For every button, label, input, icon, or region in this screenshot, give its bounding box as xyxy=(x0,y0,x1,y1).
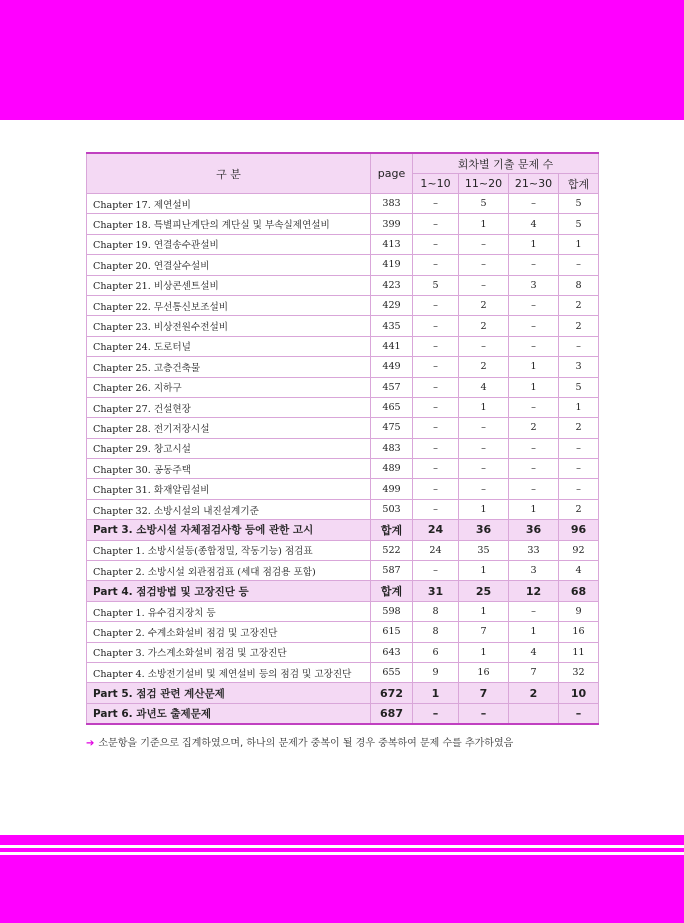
cell-c3: – xyxy=(509,194,559,214)
cell-c2: 5 xyxy=(459,194,509,214)
cell-name: Chapter 3. 가스계소화설비 점검 및 고장진단 xyxy=(87,642,371,662)
cell-c2: – xyxy=(459,255,509,275)
cell-total: 8 xyxy=(559,275,599,295)
cell-c2: – xyxy=(459,459,509,479)
cell-total: 96 xyxy=(559,520,599,540)
cell-page: 합계 xyxy=(371,581,413,601)
footnote xyxy=(86,734,513,749)
bottom-magenta-band xyxy=(0,835,684,923)
cell-c2: 1 xyxy=(459,397,509,417)
cell-c2: 1 xyxy=(459,214,509,234)
cell-c3: 7 xyxy=(509,662,559,682)
cell-c3: 2 xyxy=(509,418,559,438)
cell-c3: – xyxy=(509,336,559,356)
cell-c1: – xyxy=(413,357,459,377)
cell-c2: 36 xyxy=(459,520,509,540)
cell-name: Part 6. 과년도 출제문제 xyxy=(87,703,371,724)
top-magenta-band xyxy=(0,0,684,120)
footnote-text: 소문항을 기준으로 집계하였으며, 하나의 문제가 중복이 될 경우 중복하여 문제 수를 추가하였음 xyxy=(98,738,514,749)
cell-total: 5 xyxy=(559,214,599,234)
table-row xyxy=(87,418,599,438)
table-row xyxy=(87,642,599,662)
cell-c1: – xyxy=(413,336,459,356)
cell-c2: – xyxy=(459,703,509,724)
cell-c2: 35 xyxy=(459,540,509,560)
cell-c2: 4 xyxy=(459,377,509,397)
cell-c3: 4 xyxy=(509,214,559,234)
cell-name: Chapter 23. 비상전원수전설비 xyxy=(87,316,371,336)
cell-page: 522 xyxy=(371,540,413,560)
cell-c1: – xyxy=(413,194,459,214)
arrow-right-icon: ➔ xyxy=(86,738,95,749)
cell-c3: – xyxy=(509,255,559,275)
cell-total: 9 xyxy=(559,601,599,621)
cell-c3: 1 xyxy=(509,357,559,377)
cell-c2: – xyxy=(459,234,509,254)
cell-c2: – xyxy=(459,479,509,499)
cell-page: 429 xyxy=(371,295,413,315)
cell-page: 449 xyxy=(371,357,413,377)
header-group: 회차별 기출 문제 수 xyxy=(413,153,599,174)
question-count-table xyxy=(86,152,599,725)
cell-page: 643 xyxy=(371,642,413,662)
cell-name: Chapter 1. 소방시설등(종합정밀, 작동기능) 점검표 xyxy=(87,540,371,560)
cell-c1: 31 xyxy=(413,581,459,601)
cell-c1: – xyxy=(413,703,459,724)
cell-c3: 12 xyxy=(509,581,559,601)
cell-c3: 3 xyxy=(509,561,559,581)
cell-name: Chapter 20. 연결살수설비 xyxy=(87,255,371,275)
cell-c3: – xyxy=(509,479,559,499)
cell-total: – xyxy=(559,459,599,479)
cell-c3: 3 xyxy=(509,275,559,295)
cell-c2: 1 xyxy=(459,601,509,621)
header-category: 구 분 xyxy=(87,153,371,194)
cell-total: 2 xyxy=(559,418,599,438)
cell-total: 5 xyxy=(559,377,599,397)
cell-c3: 33 xyxy=(509,540,559,560)
cell-c1: – xyxy=(413,479,459,499)
cell-name: Chapter 31. 화재알림설비 xyxy=(87,479,371,499)
cell-c3: 36 xyxy=(509,520,559,540)
cell-c3: 1 xyxy=(509,499,559,519)
cell-page: 475 xyxy=(371,418,413,438)
cell-total: – xyxy=(559,479,599,499)
cell-c1: – xyxy=(413,295,459,315)
cell-c1: – xyxy=(413,377,459,397)
cell-name: Chapter 27. 건설현장 xyxy=(87,397,371,417)
cell-page: 457 xyxy=(371,377,413,397)
cell-page: 413 xyxy=(371,234,413,254)
table-row xyxy=(87,438,599,458)
table-row xyxy=(87,234,599,254)
cell-name: Chapter 25. 고층건축물 xyxy=(87,357,371,377)
cell-page: 503 xyxy=(371,499,413,519)
table-row xyxy=(87,622,599,642)
table-row xyxy=(87,194,599,214)
cell-c3: – xyxy=(509,438,559,458)
table-row xyxy=(87,479,599,499)
cell-c1: – xyxy=(413,499,459,519)
cell-c3: – xyxy=(509,397,559,417)
cell-name: Chapter 28. 전기저장시설 xyxy=(87,418,371,438)
cell-total: 1 xyxy=(559,397,599,417)
cell-total: 3 xyxy=(559,357,599,377)
cell-page: 655 xyxy=(371,662,413,682)
header-col-11-20: 11~20 xyxy=(459,174,509,194)
cell-name: Chapter 29. 창고시설 xyxy=(87,438,371,458)
cell-name: Chapter 19. 연결송수관설비 xyxy=(87,234,371,254)
cell-c1: 24 xyxy=(413,520,459,540)
cell-name: Part 3. 소방시설 자체점검사항 등에 관한 고시 xyxy=(87,520,371,540)
cell-c1: 1 xyxy=(413,683,459,703)
cell-page: 598 xyxy=(371,601,413,621)
table-row xyxy=(87,214,599,234)
cell-name: Chapter 2. 수계소화설비 점검 및 고장진단 xyxy=(87,622,371,642)
cell-name: Chapter 21. 비상콘센트설비 xyxy=(87,275,371,295)
table-row xyxy=(87,377,599,397)
cell-name: Chapter 24. 도로터널 xyxy=(87,336,371,356)
cell-c2: 16 xyxy=(459,662,509,682)
table-row xyxy=(87,662,599,682)
table-row xyxy=(87,601,599,621)
part-row xyxy=(87,683,599,703)
cell-total: 4 xyxy=(559,561,599,581)
table-body xyxy=(87,194,599,725)
cell-page: 383 xyxy=(371,194,413,214)
cell-total: 16 xyxy=(559,622,599,642)
cell-page: 419 xyxy=(371,255,413,275)
table-row xyxy=(87,397,599,417)
cell-total: – xyxy=(559,255,599,275)
cell-c1: – xyxy=(413,459,459,479)
table-row xyxy=(87,357,599,377)
cell-name: Chapter 30. 공동주택 xyxy=(87,459,371,479)
cell-c1: – xyxy=(413,316,459,336)
cell-total: 68 xyxy=(559,581,599,601)
cell-c3: 1 xyxy=(509,234,559,254)
cell-c2: 1 xyxy=(459,499,509,519)
cell-c1: 8 xyxy=(413,601,459,621)
cell-total: 2 xyxy=(559,499,599,519)
cell-name: Chapter 18. 특별피난계단의 계단실 및 부속실제연설비 xyxy=(87,214,371,234)
cell-c2: 1 xyxy=(459,642,509,662)
cell-c1: – xyxy=(413,397,459,417)
cell-total: 10 xyxy=(559,683,599,703)
cell-page: 615 xyxy=(371,622,413,642)
cell-name: Part 4. 점검방법 및 고장진단 등 xyxy=(87,581,371,601)
part-row xyxy=(87,581,599,601)
table-row xyxy=(87,255,599,275)
cell-c1: – xyxy=(413,234,459,254)
cell-page: 672 xyxy=(371,683,413,703)
cell-page: 483 xyxy=(371,438,413,458)
band-stripe xyxy=(0,852,684,855)
table-row xyxy=(87,499,599,519)
cell-c1: – xyxy=(413,561,459,581)
cell-c3: – xyxy=(509,601,559,621)
cell-c2: 1 xyxy=(459,561,509,581)
part-row xyxy=(87,520,599,540)
cell-c2: 25 xyxy=(459,581,509,601)
cell-page: 435 xyxy=(371,316,413,336)
cell-total: – xyxy=(559,703,599,724)
header-col-1-10: 1~10 xyxy=(413,174,459,194)
cell-name: Chapter 4. 소방전기설비 및 제연설비 등의 점검 및 고장진단 xyxy=(87,662,371,682)
cell-c2: 2 xyxy=(459,295,509,315)
cell-total: 2 xyxy=(559,295,599,315)
table-row xyxy=(87,540,599,560)
cell-name: Chapter 32. 소방시설의 내진설계기준 xyxy=(87,499,371,519)
cell-total: – xyxy=(559,438,599,458)
table-row xyxy=(87,275,599,295)
cell-c2: – xyxy=(459,275,509,295)
cell-c1: 24 xyxy=(413,540,459,560)
cell-c3: 1 xyxy=(509,622,559,642)
table-row xyxy=(87,316,599,336)
cell-c2: 2 xyxy=(459,357,509,377)
cell-total: 1 xyxy=(559,234,599,254)
cell-name: Chapter 22. 무선통신보조설비 xyxy=(87,295,371,315)
cell-c3: – xyxy=(509,316,559,336)
table-row xyxy=(87,561,599,581)
table-row xyxy=(87,459,599,479)
cell-total: 2 xyxy=(559,316,599,336)
cell-c1: 5 xyxy=(413,275,459,295)
header-page: page xyxy=(371,153,413,194)
cell-page: 441 xyxy=(371,336,413,356)
band-stripe xyxy=(0,845,684,848)
cell-name: Chapter 17. 제연설비 xyxy=(87,194,371,214)
cell-c1: – xyxy=(413,255,459,275)
cell-c2: – xyxy=(459,418,509,438)
cell-total: 11 xyxy=(559,642,599,662)
cell-name: Chapter 1. 유수검지장치 등 xyxy=(87,601,371,621)
cell-page: 499 xyxy=(371,479,413,499)
cell-c1: – xyxy=(413,214,459,234)
cell-total: – xyxy=(559,336,599,356)
cell-c2: 2 xyxy=(459,316,509,336)
cell-page: 489 xyxy=(371,459,413,479)
cell-total: 92 xyxy=(559,540,599,560)
cell-c3: – xyxy=(509,295,559,315)
cell-c1: – xyxy=(413,418,459,438)
cell-c2: – xyxy=(459,336,509,356)
cell-page: 465 xyxy=(371,397,413,417)
header-col-21-30: 21~30 xyxy=(509,174,559,194)
part-row xyxy=(87,703,599,724)
cell-c2: 7 xyxy=(459,683,509,703)
cell-total: 5 xyxy=(559,194,599,214)
cell-c3 xyxy=(509,703,559,724)
table-header-row xyxy=(87,153,599,174)
table-row xyxy=(87,336,599,356)
cell-name: Chapter 26. 지하구 xyxy=(87,377,371,397)
header-col-total: 합계 xyxy=(559,174,599,194)
cell-page: 587 xyxy=(371,561,413,581)
cell-page: 423 xyxy=(371,275,413,295)
cell-c3: 1 xyxy=(509,377,559,397)
cell-c1: – xyxy=(413,438,459,458)
cell-c3: – xyxy=(509,459,559,479)
cell-c1: 6 xyxy=(413,642,459,662)
table-row xyxy=(87,295,599,315)
cell-c2: 7 xyxy=(459,622,509,642)
cell-c2: – xyxy=(459,438,509,458)
cell-page: 399 xyxy=(371,214,413,234)
cell-name: Chapter 2. 소방시설 외관점검표 (세대 점검용 포함) xyxy=(87,561,371,581)
cell-c3: 2 xyxy=(509,683,559,703)
cell-c3: 4 xyxy=(509,642,559,662)
cell-page: 합계 xyxy=(371,520,413,540)
cell-c1: 9 xyxy=(413,662,459,682)
cell-total: 32 xyxy=(559,662,599,682)
cell-page: 687 xyxy=(371,703,413,724)
cell-name: Part 5. 점검 관련 계산문제 xyxy=(87,683,371,703)
cell-c1: 8 xyxy=(413,622,459,642)
